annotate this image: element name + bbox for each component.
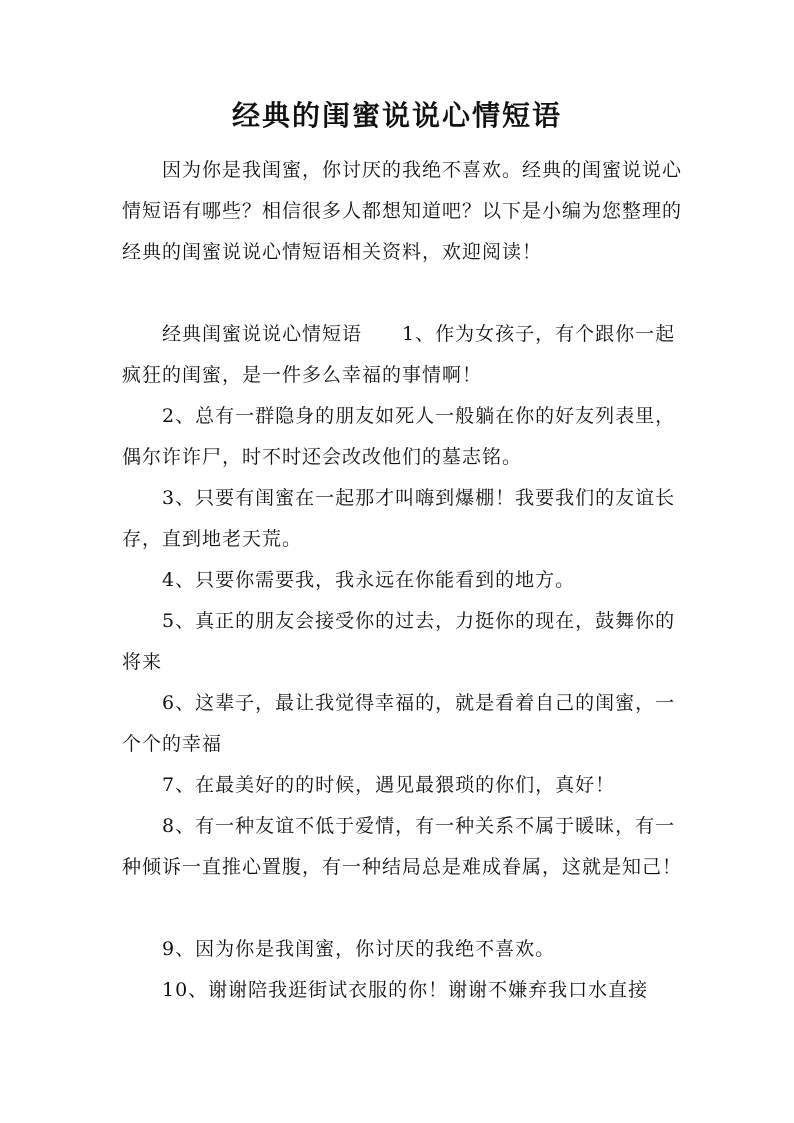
- paragraph-5: 5、真正的朋友会接受你的过去，力挺你的现在，鼓舞你的将来: [122, 610, 676, 673]
- intro-paragraph: 因为你是我闺蜜，你讨厌的我绝不喜欢。经典的闺蜜说说心情短语有哪些？相信很多人都想知道吧？以下是小编为您整理的经典的闺蜜说说心情短语相关资料，欢迎阅读！: [122, 159, 683, 263]
- document-title: 经典的闺蜜说说心情短语: [231, 99, 562, 132]
- paragraph-7: 7、在最美好的的时候，遇见最猥琐的你们，真好！: [162, 774, 616, 796]
- paragraph-6: 6、这辈子，最让我觉得幸福的，就是看着自己的闺蜜，一个个的幸福: [122, 692, 676, 755]
- paragraph-10: 10、谢谢陪我逛街试衣服的你！谢谢不嫌弃我口水直接: [162, 979, 649, 1001]
- paragraph-8: 8、有一种友谊不低于爱情，有一种关系不属于暖昧，有一种倾诉一直推心置腹，有一种结局总是难成眷属，这就是知己！: [122, 815, 683, 878]
- paragraph-4: 4、只要你需要我，我永远在你能看到的地方。: [162, 569, 576, 591]
- paragraph-3: 3、只要有闺蜜在一起那才叫嗨到爆棚！我要我们的友谊长存，直到地老天荒。: [122, 487, 676, 550]
- paragraph-1: 经典闺蜜说说心情短语 1、作为女孩子，有个跟你一起疯狂的闺蜜，是一件多么幸福的事情啊！: [122, 323, 676, 386]
- paragraph-2: 2、总有一群隐身的朋友如死人一般躺在你的好友列表里，偶尔诈诈尸，时不时还会改改他们的墓志铭。: [122, 405, 676, 468]
- paragraph-9: 9、因为你是我闺蜜，你讨厌的我绝不喜欢。: [162, 938, 556, 960]
